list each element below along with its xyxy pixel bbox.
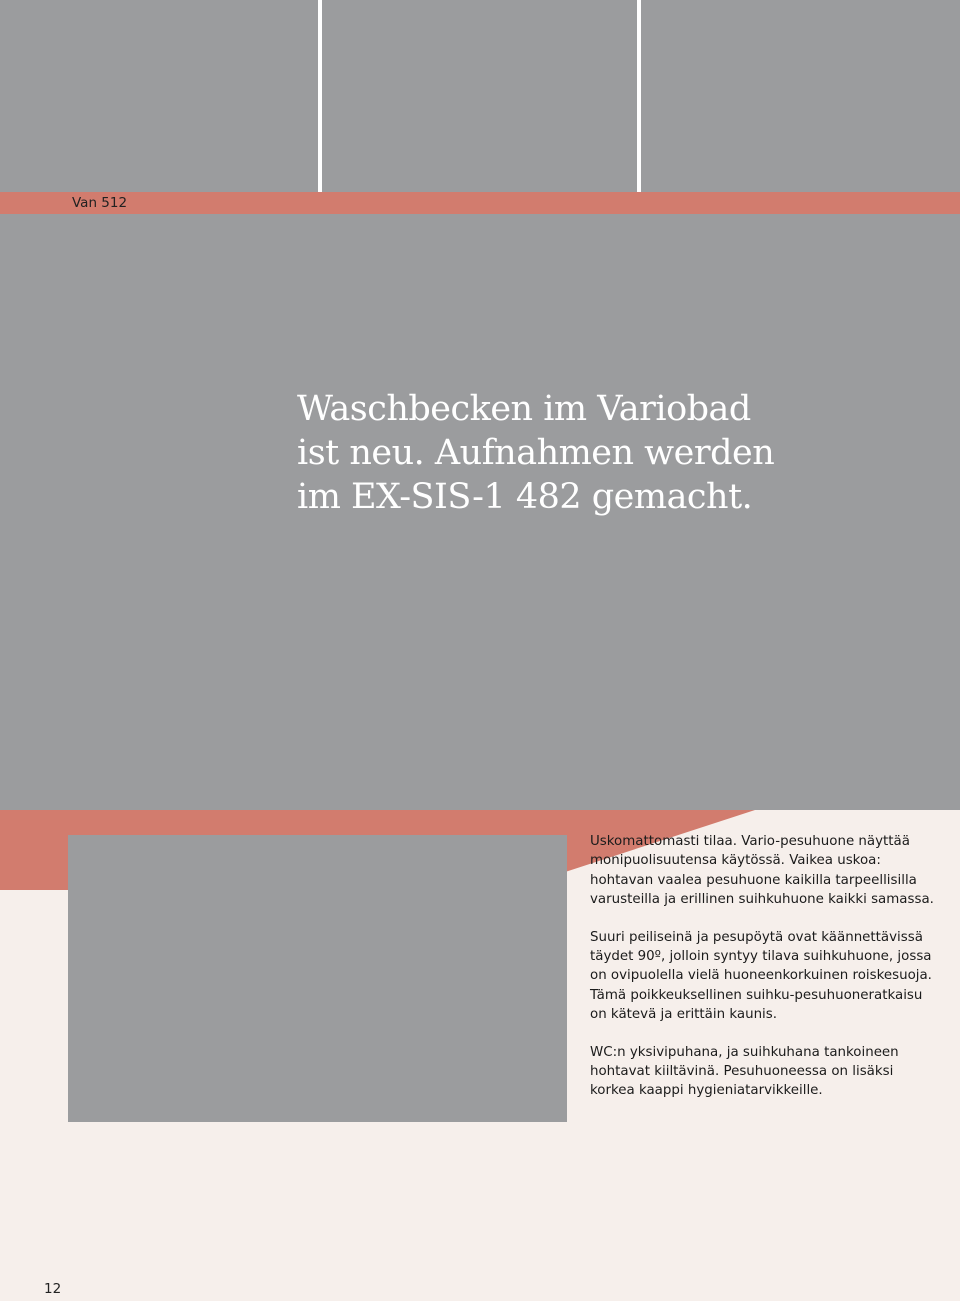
photo-divider [318, 0, 322, 192]
page-number: 12 [44, 1281, 62, 1297]
inset-photo [68, 835, 567, 1122]
photo-divider [637, 0, 641, 192]
model-label: Van 512 [72, 195, 128, 211]
accent-band [0, 192, 960, 214]
paragraph: WC:n yksivipuhana, ja suihkuhana tankoineen hohtavat kiiltävinä. Pesuhuoneessa on lisäksi korkea kaappi hygieniatarvikkeille. [590, 1044, 899, 1099]
top-photo-strip [0, 0, 960, 192]
paragraph: Suuri peiliseinä ja pesupöytä ovat käännettävissä täydet 90º, jolloin syntyy tilava suihkuhuone, jossa on ovipuolella vielä huoneenkorkuinen roiskesuoja. Tämä poikkeuksellinen suihku-pesuhuoneratkaisu on kätevä ja erittäin kaunis. [590, 929, 932, 1023]
hero-caption: Waschbecken im Variobad ist neu. Aufnahmen werden im EX-SIS-1 482 gemacht. [297, 389, 775, 517]
paragraph: Uskomattomasti tilaa. Vario-pesuhuone näyttää monipuolisuutensa käytössä. Vaikea uskoa: hohtavan vaalea pesuhuone kaikilla tarpeellisilla varusteilla ja erillinen suihkuhuone kaikki samassa. [590, 834, 934, 908]
body-text [590, 832, 935, 1119]
